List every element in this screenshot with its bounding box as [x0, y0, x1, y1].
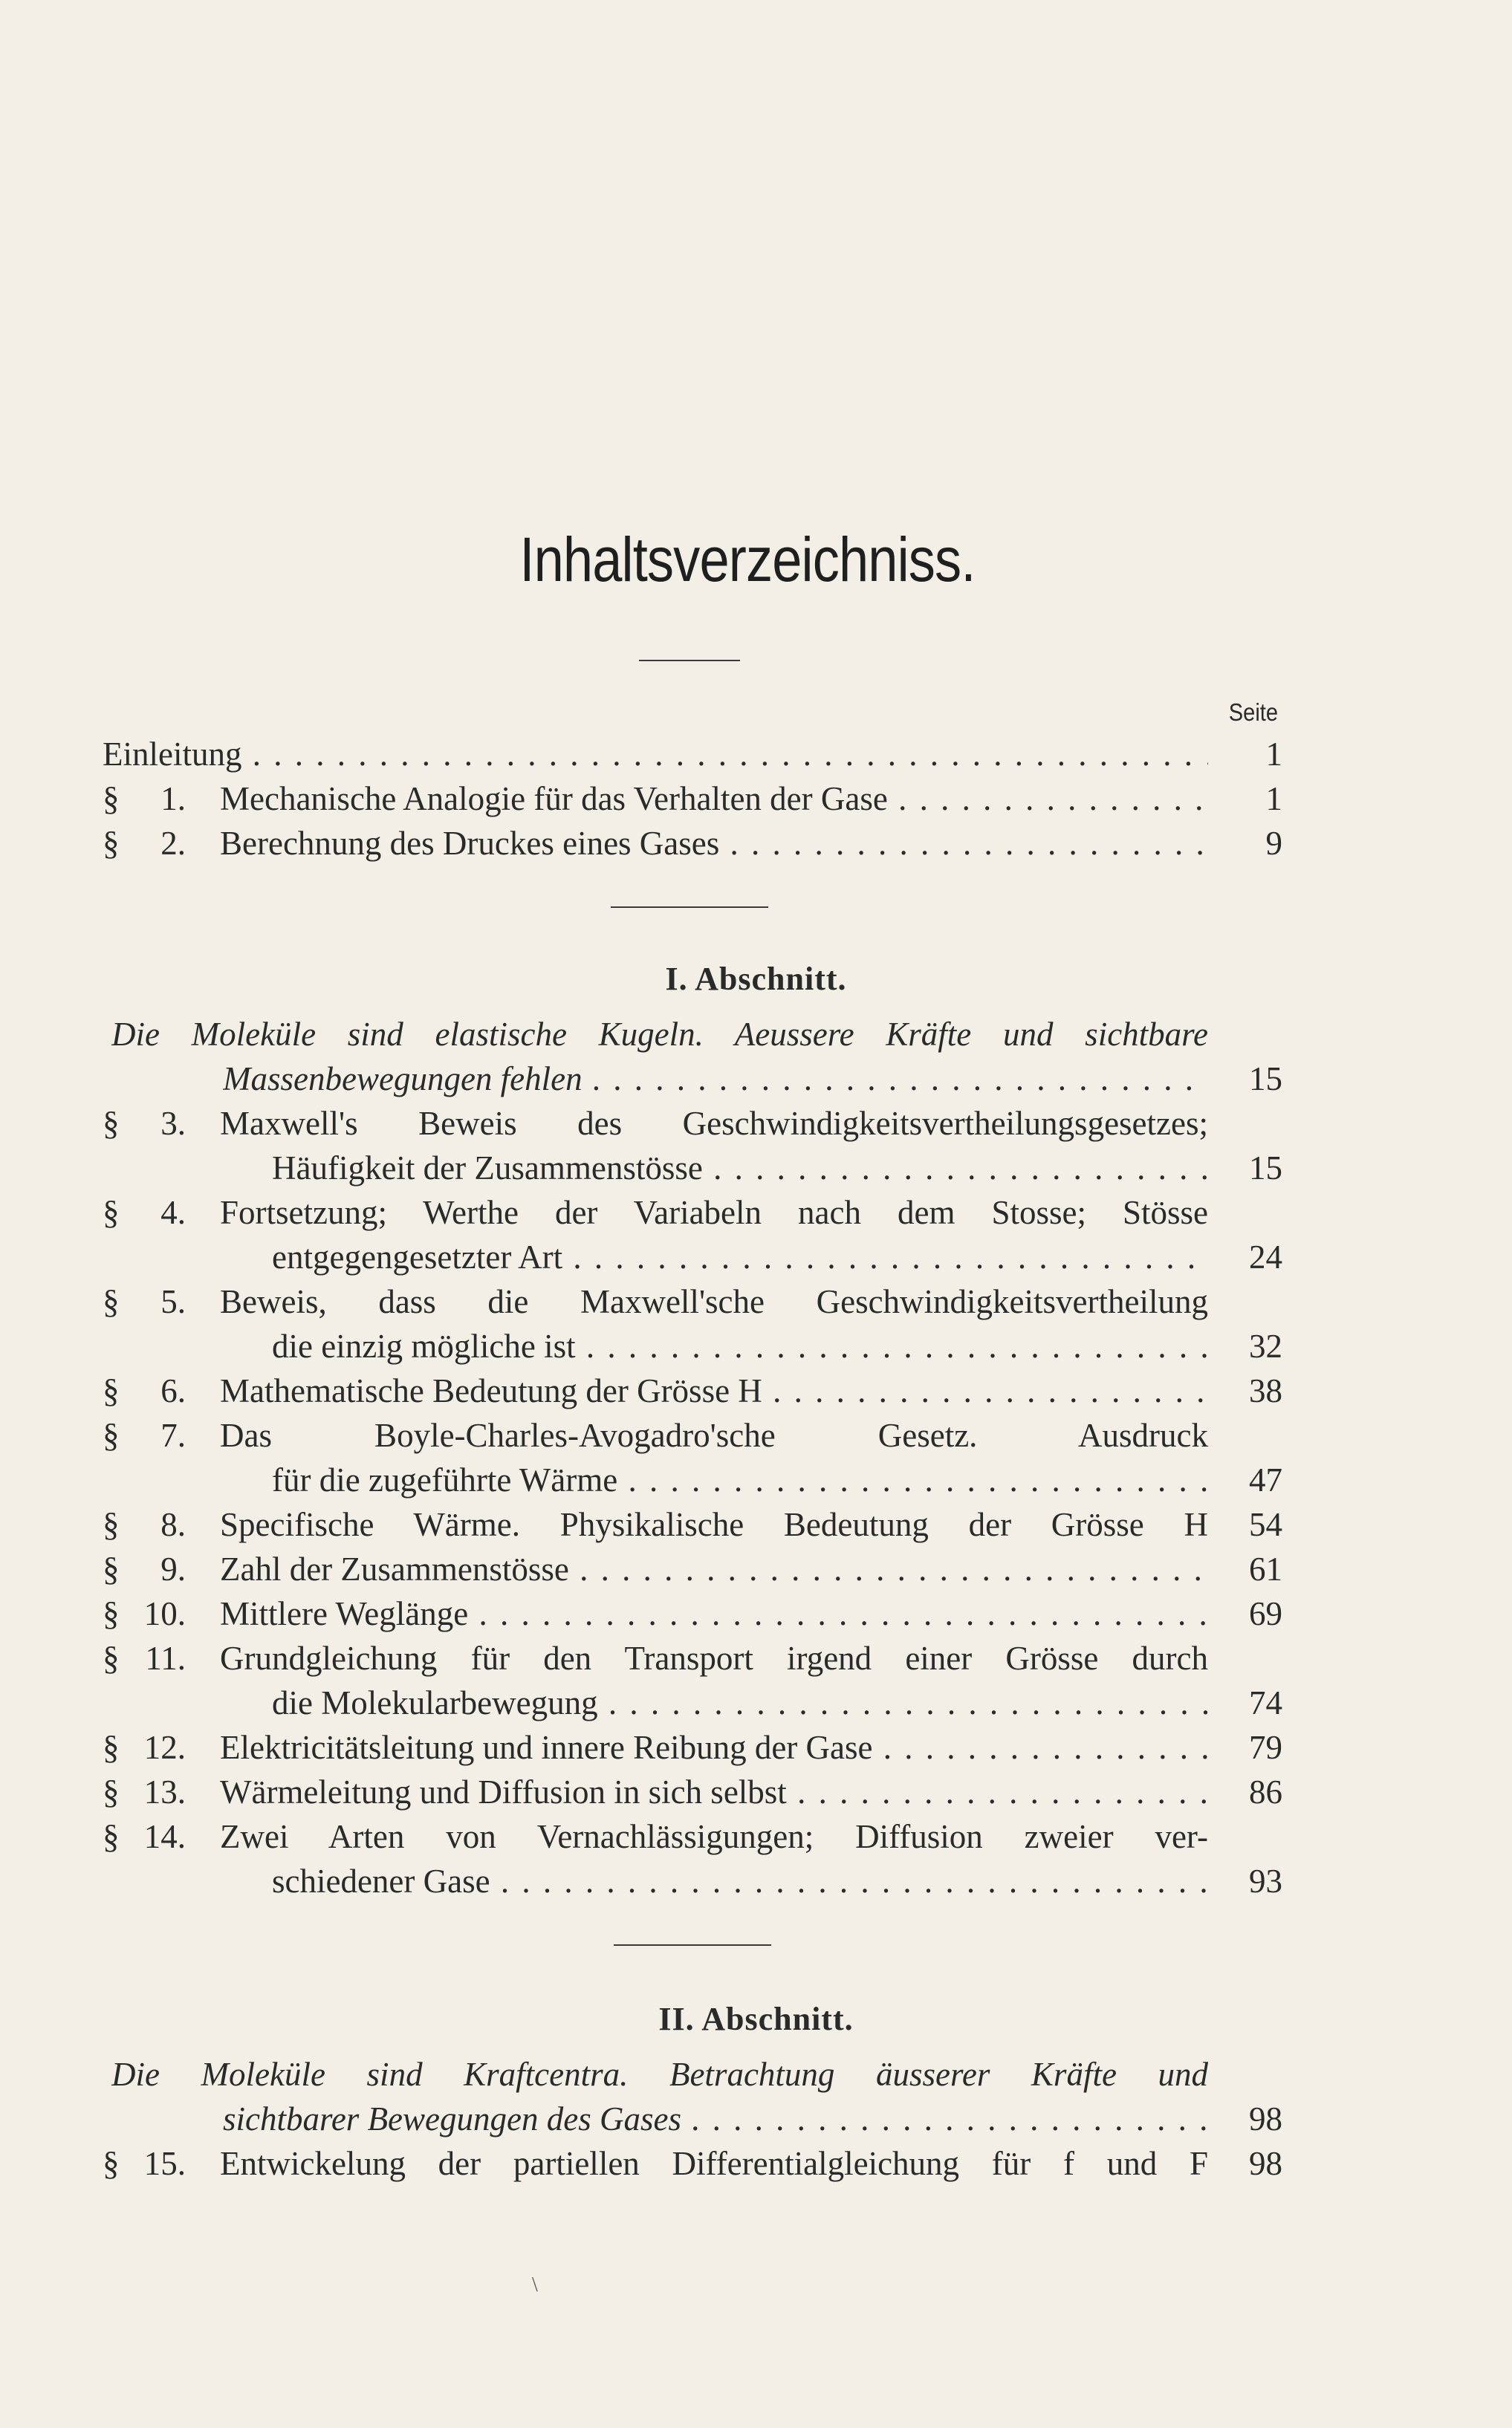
toc-entry-section-14-cont: [0, 1859, 1512, 1903]
entry-title: Specifische Wärme. Physikalische Bedeutung der Grösse H: [220, 1506, 1208, 1543]
entry-page: 24: [1249, 1239, 1282, 1276]
entry-title: Mechanische Analogie für das Verhalten der Gase: [220, 780, 888, 817]
part-2-heading: II. Abschnitt.: [658, 2001, 854, 2037]
section-number: 13.: [143, 1773, 186, 1811]
section-sign: §: [103, 825, 120, 862]
part-1-description-line-2: [0, 1056, 1512, 1101]
section-number: 11.: [145, 1640, 186, 1677]
entry-title: Wärmeleitung und Diffusion in sich selbst: [220, 1773, 787, 1811]
section-sign: §: [103, 1773, 120, 1811]
entry-page: 47: [1249, 1461, 1282, 1499]
section-number: 4.: [160, 1194, 186, 1231]
entry-title-cont: für die zugeführte Wärme: [272, 1461, 618, 1499]
entry-title: Maxwell's Beweis des Geschwindigkeitsvertheilungsgesetzes;: [220, 1105, 1208, 1142]
section-sign: §: [103, 1417, 120, 1454]
entry-title: Zahl der Zusammenstösse: [220, 1551, 569, 1588]
section-number: 14.: [143, 1818, 186, 1855]
toc-entry-section-6: [0, 1369, 1512, 1413]
entry-title-cont: schiedener Gase: [272, 1863, 490, 1900]
toc-entry-section-8: [0, 1502, 1512, 1547]
section-number: 2.: [160, 825, 186, 862]
entry-page: 93: [1249, 1863, 1282, 1900]
entry-title: Einleitung: [103, 736, 242, 773]
part-1-description-cont: Massenbewegungen fehlen: [223, 1060, 583, 1097]
section-number: 5.: [160, 1283, 186, 1320]
section-divider: [611, 906, 768, 908]
section-sign: §: [103, 2145, 120, 2182]
section-sign: §: [103, 1595, 120, 1632]
part-2-description-line-2: [0, 2097, 1512, 2141]
entry-page: 15: [1249, 1060, 1282, 1097]
toc-entry-section-7-cont: [0, 1458, 1512, 1502]
section-sign: §: [103, 1729, 120, 1766]
toc-entry-section-14: [0, 1814, 1512, 1859]
toc-entry-section-9: [0, 1547, 1512, 1591]
toc-entry-section-5: [0, 1279, 1512, 1324]
toc-entry-section-3-cont: [0, 1146, 1512, 1190]
toc-entry-section-4: [0, 1190, 1512, 1235]
section-number: 7.: [160, 1417, 186, 1454]
entry-page: 98: [1249, 2100, 1282, 2138]
entry-page: 15: [1249, 1149, 1282, 1187]
toc-entry-section-1: [0, 776, 1512, 821]
section-sign: §: [103, 1372, 120, 1409]
section-number: 6.: [160, 1372, 186, 1409]
entry-page: 54: [1249, 1506, 1282, 1543]
section-sign: §: [103, 1283, 120, 1320]
toc-entry-section-4-cont: [0, 1235, 1512, 1279]
seite-label: Seite: [1228, 698, 1278, 726]
entry-page: 1: [1265, 780, 1282, 817]
entry-title-cont: die Molekularbewegung: [272, 1684, 598, 1721]
section-sign: §: [103, 1105, 120, 1142]
toc-entry-section-11-cont: [0, 1681, 1512, 1725]
entry-page: 1: [1265, 736, 1282, 773]
part-1-description: Die Moleküle sind elastische Kugeln. Aeussere Kräfte und sichtbare: [111, 1016, 1208, 1053]
section-sign: §: [103, 1640, 120, 1677]
entry-title: Das Boyle-Charles-Avogadro'sche Gesetz. Ausdruck: [220, 1417, 1208, 1454]
section-number: 12.: [143, 1729, 186, 1766]
entry-page: 98: [1249, 2145, 1282, 2182]
entry-page: 38: [1249, 1372, 1282, 1409]
stray-mark: \: [532, 2273, 538, 2296]
section-sign: §: [103, 1818, 120, 1855]
section-sign: §: [103, 1194, 120, 1231]
entry-page: 74: [1249, 1684, 1282, 1721]
part-2-description-cont: sichtbarer Bewegungen des Gases: [223, 2100, 681, 2138]
part-2-description: Die Moleküle sind Kraftcentra. Betrachtung äusserer Kräfte und: [111, 2056, 1208, 2093]
entry-page: 86: [1249, 1773, 1282, 1811]
entry-page: 69: [1249, 1595, 1282, 1632]
entry-page: 32: [1249, 1328, 1282, 1365]
entry-title: Elektricitätsleitung und innere Reibung der Gase: [220, 1729, 873, 1766]
toc-entry-section-10: [0, 1591, 1512, 1636]
part-1-heading: I. Abschnitt.: [665, 961, 847, 997]
toc-entry-section-5-cont: [0, 1324, 1512, 1369]
entry-title: Mathematische Bedeutung der Grösse H: [220, 1372, 762, 1409]
toc-entry-section-15: [0, 2141, 1512, 2186]
section-number: 1.: [160, 780, 186, 817]
entry-title: Mittlere Weglänge: [220, 1595, 469, 1632]
section-number: 9.: [160, 1551, 186, 1588]
section-number: 10.: [143, 1595, 186, 1632]
section-sign: §: [103, 780, 120, 817]
entry-title: Beweis, dass die Maxwell'sche Geschwindigkeitsvertheilung: [220, 1283, 1208, 1320]
entry-title-cont: Häufigkeit der Zusammenstösse: [272, 1149, 703, 1187]
title-divider: [639, 660, 740, 661]
page-title: Inhaltsverzeichniss.: [519, 525, 976, 594]
toc-entry-section-11: [0, 1636, 1512, 1681]
entry-title: Berechnung des Druckes eines Gases: [220, 825, 720, 862]
toc-entry-einleitung: [0, 732, 1512, 776]
toc-entry-section-3: [0, 1101, 1512, 1146]
entry-title: Entwickelung der partiellen Differentialgleichung für f und F: [220, 2145, 1208, 2182]
section-number: 15.: [143, 2145, 186, 2182]
entry-title: Fortsetzung; Werthe der Variabeln nach dem Stosse; Stösse: [220, 1194, 1208, 1231]
section-divider: [614, 1944, 771, 1946]
toc-entry-section-12: [0, 1725, 1512, 1770]
entry-title-cont: die einzig mögliche ist: [272, 1328, 576, 1365]
entry-page: 79: [1249, 1729, 1282, 1766]
entry-page: 61: [1249, 1551, 1282, 1588]
section-sign: §: [103, 1506, 120, 1543]
part-1-description-line-1: [0, 1012, 1512, 1056]
section-sign: §: [103, 1551, 120, 1588]
toc-entry-section-7: [0, 1413, 1512, 1458]
part-2-description-line-1: [0, 2052, 1512, 2097]
entry-title: Zwei Arten von Vernachlässigungen; Diffusion zweier ver-: [220, 1818, 1208, 1855]
section-number: 8.: [160, 1506, 186, 1543]
entry-title: Grundgleichung für den Transport irgend einer Grösse durch: [220, 1640, 1208, 1677]
entry-page: 9: [1265, 825, 1282, 862]
section-number: 3.: [160, 1105, 186, 1142]
entry-title-cont: entgegengesetzter Art: [272, 1239, 563, 1276]
toc-entry-section-2: [0, 821, 1512, 866]
toc-entry-section-13: [0, 1770, 1512, 1814]
